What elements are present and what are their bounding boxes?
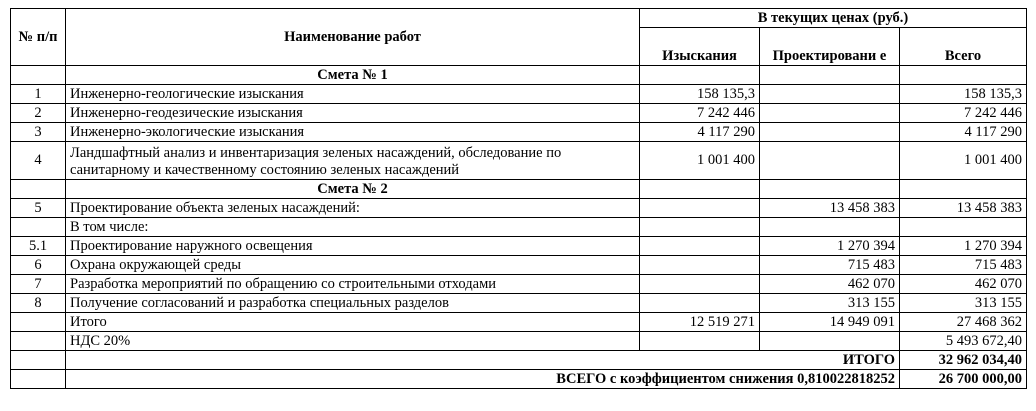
row-design: 462 070 — [760, 275, 900, 294]
header-num: № п/п — [11, 9, 66, 66]
grand-total-label: ИТОГО — [66, 351, 900, 370]
subtotal-design: 14 949 091 — [760, 313, 900, 332]
row-design — [760, 142, 900, 180]
table-row — [11, 142, 1027, 180]
row-name: Инженерно-экологические изыскания — [66, 123, 640, 142]
table-row — [11, 104, 1027, 123]
row-num — [11, 218, 66, 237]
row-design — [760, 85, 900, 104]
row-total: 313 155 — [900, 294, 1027, 313]
row-name: Охрана окружающей среды — [66, 256, 640, 275]
row-total: 7 242 446 — [900, 104, 1027, 123]
table-row — [11, 123, 1027, 142]
header-row-1 — [11, 9, 1027, 28]
row-num: 8 — [11, 294, 66, 313]
row-num: 7 — [11, 275, 66, 294]
row-total: 1 001 400 — [900, 142, 1027, 180]
subtotal-total: 27 468 362 — [900, 313, 1027, 332]
row-num: 2 — [11, 104, 66, 123]
section-2-title: Смета № 2 — [66, 180, 640, 199]
row-design: 1 270 394 — [760, 237, 900, 256]
table-row — [11, 85, 1027, 104]
row-survey: 1 001 400 — [640, 142, 760, 180]
table-row — [11, 256, 1027, 275]
grand-total-value: 32 962 034,40 — [900, 351, 1027, 370]
row-name: Ландшафтный анализ и инвентаризация зеленых насаждений, обследование по санитарному и качественному состоянию зеленых насаждений — [66, 142, 640, 180]
header-name: Наименование работ — [66, 9, 640, 66]
header-design: Проектировани е — [760, 28, 900, 66]
row-survey — [640, 218, 760, 237]
row-survey — [640, 199, 760, 218]
row-num: 5.1 — [11, 237, 66, 256]
row-design — [760, 123, 900, 142]
table-row — [11, 237, 1027, 256]
subtotal-survey: 12 519 271 — [640, 313, 760, 332]
reduced-total-value: 26 700 000,00 — [900, 370, 1027, 389]
row-design — [760, 218, 900, 237]
table-row — [11, 275, 1027, 294]
header-total: Всего — [900, 28, 1027, 66]
table-row — [11, 199, 1027, 218]
row-design: 715 483 — [760, 256, 900, 275]
row-name: Инженерно-геодезические изыскания — [66, 104, 640, 123]
row-total: 462 070 — [900, 275, 1027, 294]
row-survey — [640, 237, 760, 256]
vat-total: 5 493 672,40 — [900, 332, 1027, 351]
table-row — [11, 218, 1027, 237]
grand-total-row — [11, 351, 1027, 370]
row-num: 1 — [11, 85, 66, 104]
reduced-total-label: ВСЕГО с коэффициентом снижения 0,810022818252 — [66, 370, 900, 389]
row-design — [760, 104, 900, 123]
row-name: Получение согласований и разработка специальных разделов — [66, 294, 640, 313]
section-1-row — [11, 66, 1027, 85]
row-num: 3 — [11, 123, 66, 142]
row-design: 313 155 — [760, 294, 900, 313]
estimate-table — [10, 8, 1027, 389]
row-survey — [640, 294, 760, 313]
row-num: 5 — [11, 199, 66, 218]
row-name: В том числе: — [66, 218, 640, 237]
row-total: 158 135,3 — [900, 85, 1027, 104]
section-2-num-cell — [11, 180, 66, 199]
row-name: Проектирование объекта зеленых насаждений: — [66, 199, 640, 218]
header-prices-group: В текущих ценах (руб.) — [640, 9, 1027, 28]
row-survey: 158 135,3 — [640, 85, 760, 104]
row-name: Инженерно-геологические изыскания — [66, 85, 640, 104]
row-total: 1 270 394 — [900, 237, 1027, 256]
row-design: 13 458 383 — [760, 199, 900, 218]
vat-label: НДС 20% — [66, 332, 640, 351]
row-num: 4 — [11, 142, 66, 180]
table-row — [11, 294, 1027, 313]
row-total — [900, 218, 1027, 237]
vat-row — [11, 332, 1027, 351]
section-1-title: Смета № 1 — [66, 66, 640, 85]
subtotal-label: Итого — [66, 313, 640, 332]
row-survey — [640, 275, 760, 294]
row-survey: 4 117 290 — [640, 123, 760, 142]
row-survey — [640, 256, 760, 275]
row-name: Проектирование наружного освещения — [66, 237, 640, 256]
row-total: 13 458 383 — [900, 199, 1027, 218]
subtotal-row — [11, 313, 1027, 332]
row-total: 715 483 — [900, 256, 1027, 275]
header-survey: Изыскания — [640, 28, 760, 66]
row-num: 6 — [11, 256, 66, 275]
section-1-num-cell — [11, 66, 66, 85]
row-total: 4 117 290 — [900, 123, 1027, 142]
row-name: Разработка мероприятий по обращению со строительными отходами — [66, 275, 640, 294]
row-survey: 7 242 446 — [640, 104, 760, 123]
reduced-total-row — [11, 370, 1027, 389]
section-2-row — [11, 180, 1027, 199]
